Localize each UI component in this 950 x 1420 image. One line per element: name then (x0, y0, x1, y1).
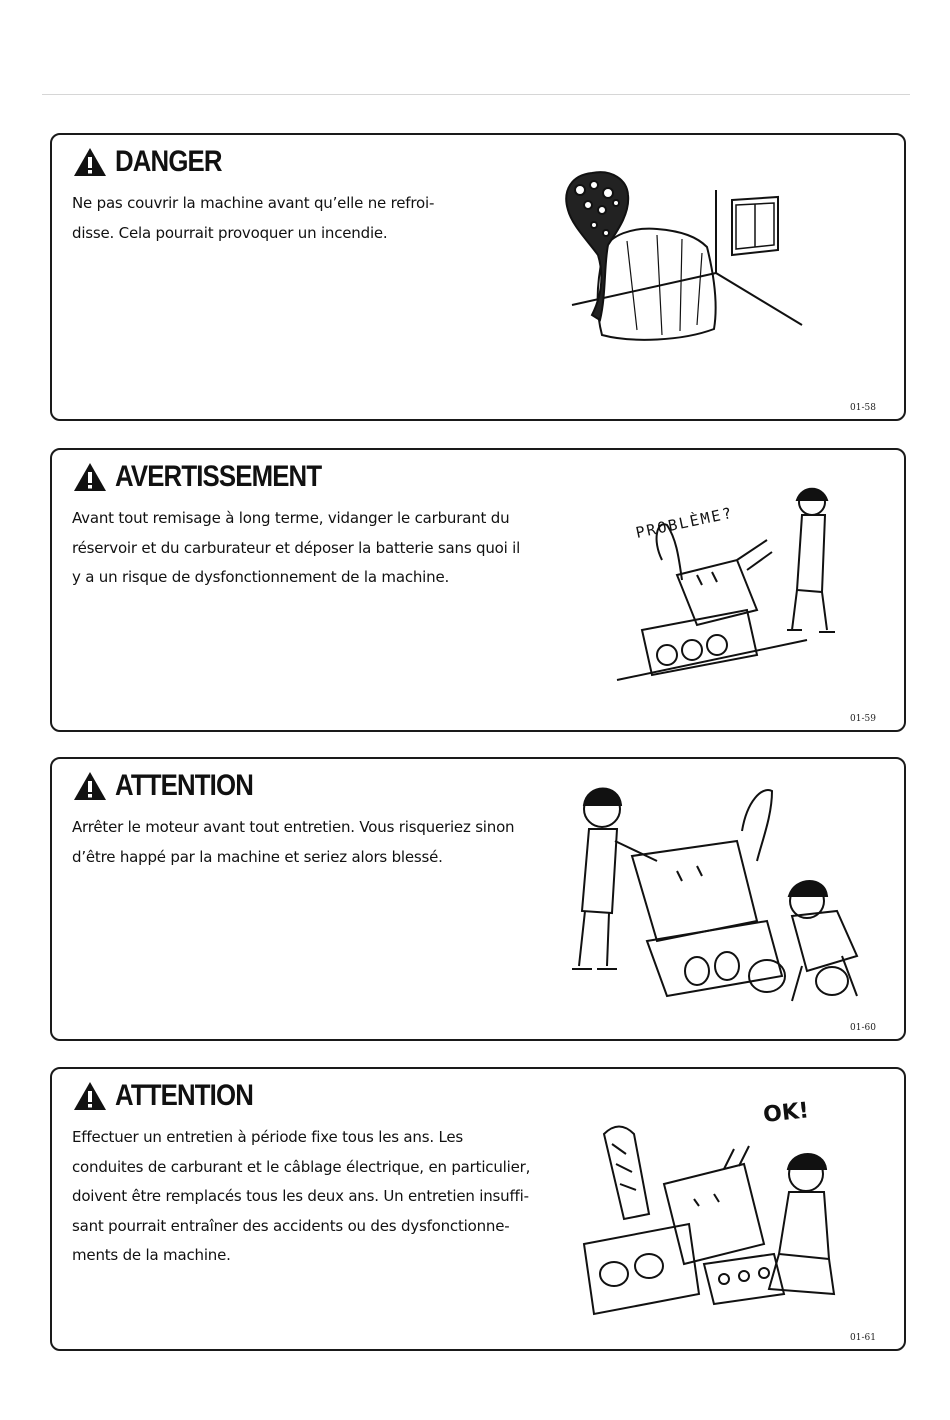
warning-triangle-icon (72, 146, 108, 178)
warning-message (72, 504, 520, 593)
message-line: Arrêter le moteur avant tout entretien. Vous risqueriez sinon (72, 818, 515, 836)
figure-code: 01-61 (850, 1333, 876, 1343)
message-line: d’être happé par la machine et seriez alors blessé. (72, 847, 443, 866)
warning-message (72, 813, 514, 872)
avertissement-panel (50, 448, 906, 732)
panel-heading (72, 145, 239, 179)
top-divider (42, 94, 910, 95)
figure-code: 01-59 (850, 714, 876, 724)
message-line: réservoir et du carburateur et déposer la batterie sans quoi il (72, 538, 521, 557)
panel-heading (72, 1079, 275, 1113)
panel-heading (72, 769, 275, 803)
panel-heading (72, 460, 355, 494)
message-line: ments de la machine. (72, 1246, 231, 1264)
message-line: Effectuer un entretien à période fixe tous les ans. Les (72, 1128, 463, 1146)
message-line: sant pourrait entraîner des accidents ou des dysfonctionne- (72, 1216, 510, 1235)
two-workers-snowblower-illustration (567, 771, 867, 1011)
covered-machine-smoke-illustration (532, 155, 832, 345)
snowblower-probleme-illustration (607, 480, 847, 690)
message-line: disse. Cela pourrait provoquer un incendie. (72, 223, 388, 242)
heading-text: DANGER (115, 145, 222, 178)
attention-panel (50, 1067, 906, 1351)
attention-panel (50, 757, 906, 1041)
message-line: Ne pas couvrir la machine avant qu’elle ne refroi- (72, 194, 435, 212)
message-line: y a un risque de dysfonctionnement de la machine. (72, 568, 450, 586)
worker-ok-snowblower-illustration (574, 1094, 844, 1334)
heading-text: ATTENTION (115, 1079, 253, 1112)
message-line: conduites de carburant et le câblage électrique, en particulier, (72, 1157, 531, 1176)
warning-triangle-icon (72, 1080, 108, 1112)
message-line: Avant tout remisage à long terme, vidanger le carburant du (72, 509, 510, 527)
warning-triangle-icon (72, 461, 108, 493)
danger-panel (50, 133, 906, 421)
warning-message (72, 189, 434, 248)
ok-bubble-text: OK! (762, 1098, 811, 1128)
message-line: doivent être remplacés tous les deux ans. Un entretien insuffi- (72, 1187, 529, 1205)
figure-code: 01-60 (850, 1023, 876, 1033)
figure-code: 01-58 (850, 403, 876, 413)
warning-message (72, 1123, 530, 1271)
heading-text: AVERTISSEMENT (115, 460, 322, 493)
heading-text: ATTENTION (115, 769, 253, 802)
probleme-bubble-text: PROBLÈME? (634, 503, 735, 542)
warning-triangle-icon (72, 770, 108, 802)
